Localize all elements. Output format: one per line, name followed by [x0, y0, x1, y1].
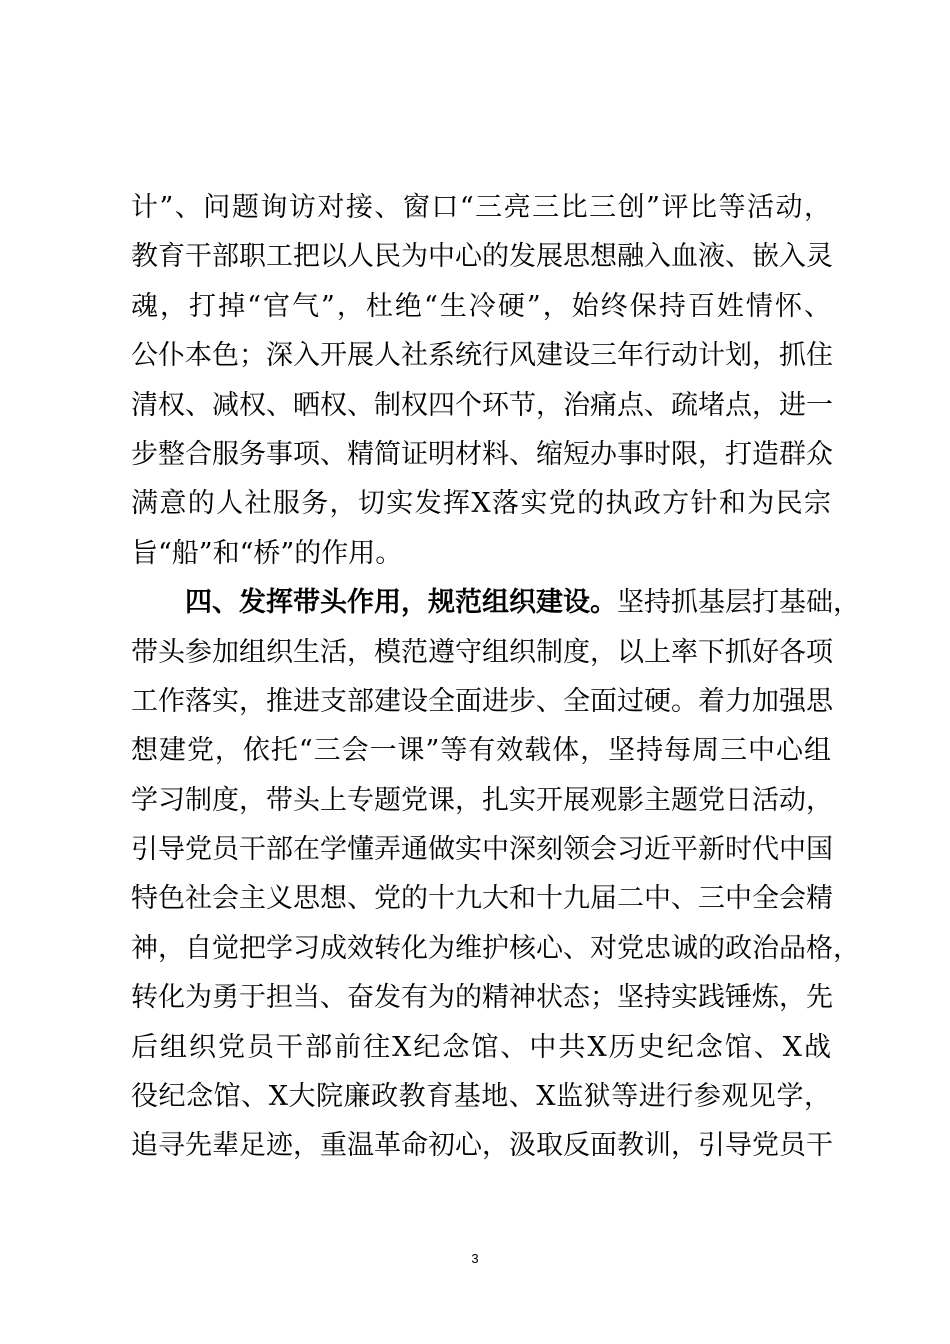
- section-first-line: [131, 578, 860, 627]
- paragraph-line: 带头参加组织生活，模范遵守组织制度，以上率下抓好各项: [131, 636, 833, 668]
- paragraph-line: 想建党，依托“三会一课”等有效载体，坚持每周三中心组: [131, 735, 831, 767]
- paragraph-line: 转化为勇于担当、奋发有为的精神状态；坚持实践锤炼，先: [131, 982, 833, 1014]
- paragraph-line: 教育干部职工把以人民为中心的发展思想融入血液、嵌入灵: [131, 241, 833, 273]
- paragraph-line: 旨“船”和“桥”的作用。: [131, 537, 403, 569]
- paragraph-line: 满意的人社服务，切实发挥X落实党的执政方针和为民宗: [131, 488, 831, 520]
- paragraph-line: 追寻先辈足迹，重温革命初心，汲取反面教训，引导党员干: [131, 1130, 833, 1162]
- paragraph-line: 魂，打掉“官气”，杜绝“生冷硬”，始终保持百姓情怀、: [131, 290, 831, 322]
- paragraph-line: 学习制度，带头上专题党课，扎实开展观影主题党日活动，: [131, 784, 833, 816]
- body-text: [131, 183, 860, 1171]
- section-heading: 四、发挥带头作用，规范组织建设。: [185, 587, 617, 619]
- paragraph-line: 步整合服务事项、精简证明材料、缩短办事时限，打造群众: [131, 438, 833, 470]
- paragraph-line: 清权、减权、晒权、制权四个环节，治痛点、疏堵点，进一: [131, 389, 833, 421]
- paragraph-line: 后组织党员干部前往X纪念馆、中共X历史纪念馆、X战: [131, 1031, 831, 1063]
- paragraph-line: 计”、问题询访对接、窗口“三亮三比三创”评比等活动，: [131, 192, 831, 223]
- paragraph-line: 特色社会主义思想、党的十九大和十九届二中、三中全会精: [131, 883, 833, 915]
- paragraph-line: 工作落实，推进支部建设全面进步、全面过硬。着力加强思: [131, 685, 833, 717]
- section-first-line-rest: 坚持抓基层打基础，: [617, 587, 860, 619]
- paragraph-line: 引导党员干部在学懂弄通做实中深刻领会习近平新时代中国: [131, 834, 833, 866]
- paragraph-line: 役纪念馆、X大院廉政教育基地、X监狱等进行参观见学，: [131, 1081, 831, 1113]
- paragraph-line: 公仆本色；深入开展人社系统行风建设三年行动计划，抓住: [131, 340, 833, 372]
- paragraph-line: 神，自觉把学习成效转化为维护核心、对党忠诚的政治品格，: [131, 932, 860, 964]
- page-number: 3: [471, 1251, 479, 1266]
